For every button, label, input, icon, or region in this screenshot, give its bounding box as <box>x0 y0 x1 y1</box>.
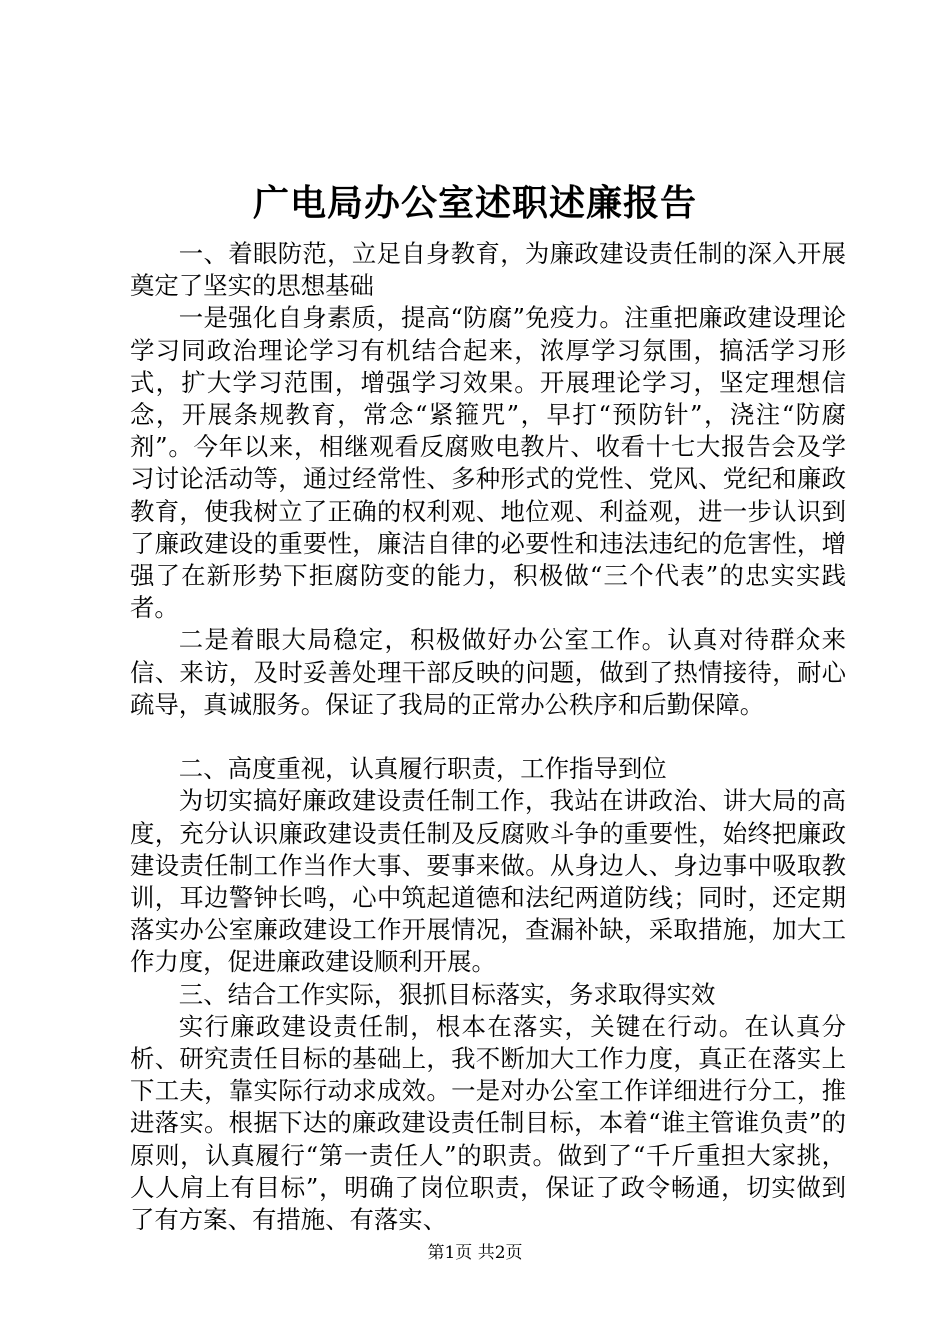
document-title: 广电局办公室述职述廉报告 <box>252 182 697 224</box>
paragraph-1: 一是强化自身素质，提高“防腐”免疫力。注重把廉政建设理论学习同政治理论学习有机结合起来，浓厚学习氛围，搞活学习形式，扩大学习范围，增强学习效果。开展理论学习，坚定理想信念，开展条规教育，常念“紧箍咒”，早打“预防针”，浇注“防腐剂”。今年以来，相继观看反腐败电教片、收看十七大报告会及学习讨论活动等，通过经常性、多种形式的党性、党风、党纪和廉政教育，使我树立了正确的权利观、地位观、利益观，进一步认识到了廉政建设的重要性，廉洁自律的必要性和违法违纪的危害性，增强了在新形势下拒腐防变的能力，积极做“三个代表”的忠实实践者。 <box>130 303 846 623</box>
section-heading-1: 一、着眼防范，立足自身教育，为廉政建设责任制的深入开展奠定了坚实的思想基础 <box>130 239 846 301</box>
section-heading-2: 二、高度重视，认真履行职责，工作指导到位 <box>178 754 667 784</box>
document-body <box>130 238 846 1236</box>
paragraph-4: 实行廉政建设责任制，根本在落实，关键在行动。在认真分析、研究责任目标的基础上，我不断加大工作力度，真正在落实上下工夫，靠实际行动求成效。一是对办公室工作详细进行分工，推进落实。根据下达的廉政建设责任制目标，本着“谁主管谁负责”的原则，认真履行“第一责任人”的职责。做到了“千斤重担大家挑，人人肩上有目标”，明确了岗位职责，保证了政令畅通，切实做到了有方案、有措施、有落实、 <box>130 1011 846 1235</box>
section-heading-3: 三、结合工作实际，狠抓目标落实，务求取得实效 <box>178 979 716 1009</box>
page-indicator: 第1页 共2页 <box>427 1243 523 1263</box>
paragraph-2: 二是着眼大局稳定，积极做好办公室工作。认真对待群众来信、来访，及时妥善处理干部反映的问题，做到了热情接待，耐心疏导，真诚服务。保证了我局的正常办公秩序和后勤保障。 <box>130 625 846 719</box>
paragraph-3: 为切实搞好廉政建设责任制工作，我站在讲政治、讲大局的高度，充分认识廉政建设责任制及反腐败斗争的重要性，始终把廉政建设责任制工作当作大事、要事来做。从身边人、身边事中吸取教训，耳边警钟长鸣，心中筑起道德和法纪两道防线；同时，还定期落实办公室廉政建设工作开展情况，查漏补缺，采取措施，加大工作力度，促进廉政建设顺利开展。 <box>130 786 846 977</box>
